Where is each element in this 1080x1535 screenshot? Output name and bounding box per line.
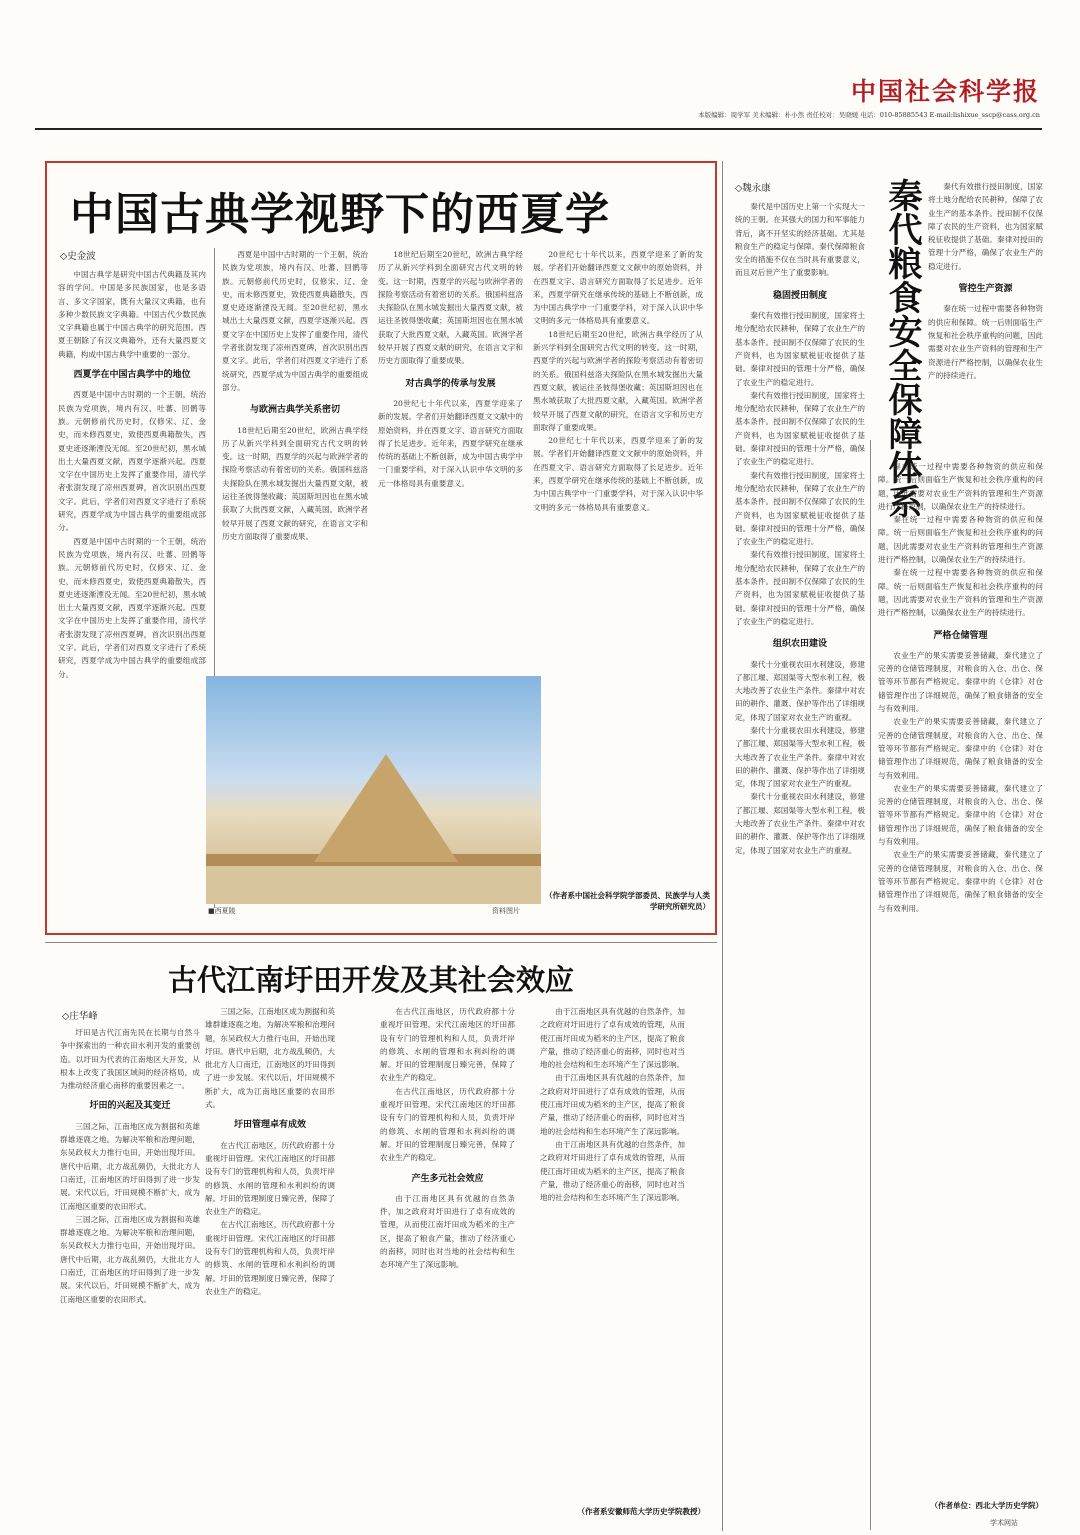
article3-section-text: 在古代江南地区，历代政府都十分重视圩田管理。宋代江南地区的圩田都设有专门的管理机构和人员，负责圩岸的修筑、水闸的管理和水利纠纷的调解。圩田的管理制度日臻完善，保障了农业生产的稳定。 [380,1007,515,1083]
article2-section-heading: 管控生产资源 [958,284,1013,295]
photo-ground [206,866,541,904]
article1-section-heading: 西夏学在中国古典学中的地位 [73,370,191,381]
article2-section-text: 秦代有效推行授田制度，国家将土地分配给农民耕种，保障了农业生产的基本条件。授田制不仅保障了农民的生产资料，也为国家赋税征收提供了基础。秦律对授田的管理十分严格，确保了农业生产的稳定进行。 [735,550,865,626]
article3-author: ◇庄华峰 [62,1011,98,1022]
article3-section-text: 由于江南地区具有优越的自然条件，加之政府对圩田进行了卓有成效的管理，从而使江南圩田成为稻米的主产区，提高了粮食产量，推动了经济重心的南移，同时也对当地的社会结构和生态环境产生了深远影响。 [380,1193,515,1270]
xixia-tomb-photo [206,676,541,904]
masthead-rule [35,128,1042,130]
article2-section-text: 秦代十分重视农田水利建设，修建了都江堰、郑国渠等大型水利工程，极大地改善了农业生产条件。秦律中对农田的耕作、灌溉、保护等作出了详细规定，体现了国家对农业生产的重视。 [735,659,865,722]
article2-section-heading: 稳固授田制度 [772,290,827,301]
article2-section-text: 秦代有效推行授田制度，国家将土地分配给农民耕种，保障了农业生产的基本条件。授田制不仅保障了农民的生产资料，也为国家赋税征收提供了基础。秦律对授田的管理十分严格，确保了农业生产的稳定进行。 [928,182,1043,271]
article3-title: 古代江南圩田开发及其社会效应 [168,963,575,997]
article1-section-heading: 与欧洲古典学关系密切 [249,405,340,416]
article1-section-text: 20世纪七十年代以来，西夏学迎来了新的发展。学者们开始翻译西夏文文献中的原始资料，并在西夏文字、语言研究方面取得了长足进步。近年来，西夏学研究在继承传统的基础上不断创新，成为中国古典学中一门重要学科，对于深入认识中华文明的多元一体格局具有重要意义。 [533,250,703,326]
article3-intro: 圩田是古代江南先民在长期与自然斗争中探索出的一种农田水利开发的重要创造。以圩田为代表的江南地区大开发，从根本上改变了我国区域间的经济格局，成为推动经济重心南移的重要因素之一。 [60,1028,200,1091]
article1-section-text: 18世纪后期至20世纪，欧洲古典学经历了从新兴学科到全面研究古代文明的转变。这一时期，西夏学的兴起与欧洲学者的探险考察活动有着密切的关系。俄国科兹洛夫探险队在黑水城发掘出大量西夏文献，被运往圣彼得堡收藏；英国斯坦因也在黑水城获取了大批西夏文献，入藏英国。欧洲学者较早开展了西夏文献的研究，在语言文字和历史方面取得了重要成果。 [533,329,703,432]
article1-section-text: 20世纪七十年代以来，西夏学迎来了新的发展。学者们开始翻译西夏文文献中的原始资料，并在西夏文字、语言研究方面取得了长足进步。近年来，西夏学研究在继承传统的基础上不断创新，成为中国古典学中一门重要学科，对于深入认识中华文明的多元一体格局具有重要意义。 [378,398,523,488]
article3-section-heading: 圩田管理卓有成效 [233,1120,306,1131]
article3-section-text: 由于江南地区具有优越的自然条件，加之政府对圩田进行了卓有成效的管理，从而使江南圩田成为稻米的主产区，提高了粮食产量，推动了经济重心的南移，同时也对当地的社会结构和生态环境产生了深远影响。 [540,1073,685,1136]
photo-credit: 资料图片 [492,907,520,915]
article3-section-text: 由于江南地区具有优越的自然条件，加之政府对圩田进行了卓有成效的管理，从而使江南圩田成为稻米的主产区，提高了粮食产量，推动了经济重心的南移，同时也对当地的社会结构和生态环境产生了深远影响。 [540,1139,685,1203]
article2-section-text: 秦代有效推行授田制度，国家将土地分配给农民耕种，保障了农业生产的基本条件。授田制不仅保障了农民的生产资料，也为国家赋税征收提供了基础。秦律对授田的管理十分严格，确保了农业生产的稳定进行。 [735,470,865,547]
article3-column-1 [60,1026,200,1521]
masthead-logo: 中国社会科学报 [850,77,1040,106]
article1-column-4 [533,248,703,908]
article3-column-2 [205,1005,335,1520]
article1-section-text: 18世纪后期至20世纪，欧洲古典学经历了从新兴学科到全面研究古代文明的转变。这一时期，西夏学的兴起与欧洲学者的探险考察活动有着密切的关系。俄国科兹洛夫探险队在黑水城发掘出大量西夏文献，被运往圣彼得堡收藏；英国斯坦因也在黑水城获取了大批西夏文献，入藏英国。欧洲学者较早开展了西夏文献的研究，在语言文字和历史方面取得了重要成果。 [222,425,368,541]
article3-affiliation: （作者系安徽师范大学历史学院教授） [577,1507,705,1516]
article2-section-text: 秦在统一过程中需要各种物资的供应和保障。统一后则面临生产恢复和社会秩序重构的问题，因此需要对农业生产资料的管理和生产资源进行严格控制，以确保农业生产的持续进行。 [878,568,1043,618]
article1-author: ◇史金波 [60,251,96,262]
article1-section-text: 西夏是中国中古时期的一个王朝，统治民族为党项族，境内有汉、吐蕃、回鹘等族。元朝修前代历史时，仅修宋、辽、金史，而未修西夏史，致使西夏典籍散失，西夏史迹逐渐湮没无闻。至20世纪初，黑水城出土大量西夏文献，西夏学逐渐兴起。西夏文字在中国历史上发挥了重要作用，清代学者张澍发现了凉州西夏碑，首次识别出西夏文字。此后，学者们对西夏文字进行了系统研究，西夏学成为中国古典学的重要组成部分。 [58,536,206,679]
article2-column-1 [735,200,865,1520]
article2-section-text: 农业生产的果实需要妥善储藏，秦代建立了完善的仓储管理制度，对粮食的入仓、出仓、保管等环节都有严格规定。秦律中的《仓律》对仓储管理作出了详细规范，确保了粮食储备的安全与有效利用。 [878,717,1043,780]
article2-section-text: 农业生产的果实需要妥善储藏，秦代建立了完善的仓储管理制度，对粮食的入仓、出仓、保管等环节都有严格规定。秦律中的《仓律》对仓储管理作出了详细规范，确保了粮食储备的安全与有效利用。 [878,650,1043,714]
article2-title: 秦代粮食安全保障体系 [882,178,922,518]
article3-section-text: 在古代江南地区，历代政府都十分重视圩田管理。宋代江南地区的圩田都设有专门的管理机构和人员，负责圩岸的修筑、水闸的管理和水利纠纷的调解。圩田的管理制度日臻完善，保障了农业生产的稳定。 [380,1086,515,1163]
article1-section-text: 20世纪七十年代以来，西夏学迎来了新的发展。学者们开始翻译西夏文文献中的原始资料，并在西夏文字、语言研究方面取得了长足进步。近年来，西夏学研究在继承传统的基础上不断创新，成为中国古典学中一门重要学科，对于深入认识中华文明的多元一体格局具有重要意义。 [533,436,703,512]
article3-section-text: 三国之际，江南地区成为割据和英雄群雄逐鹿之地。为解决军粮和治理问题，东吴政权大力推行屯田，开始出现圩田。唐代中后期，北方战乱频仍，大批北方人口南迁，江南地区的圩田得到了进一步发展。宋代以后，圩田规模不断扩大，成为江南地区重要的农田形式。 [60,1214,200,1304]
section-divider [45,942,717,943]
article2-section-text: 秦代有效推行授田制度，国家将土地分配给农民耕种，保障了农业生产的基本条件。授田制不仅保障了农民的生产资料，也为国家赋税征收提供了基础。秦律对授田的管理十分严格，确保了农业生产的稳定进行。 [735,390,865,467]
article3-section-text: 三国之际，江南地区成为割据和英雄群雄逐鹿之地。为解决军粮和治理问题，东吴政权大力推行屯田，开始出现圩田。唐代中后期，北方战乱频仍，大批北方人口南迁，江南地区的圩田得到了进一步发展。宋代以后，圩田规模不断扩大，成为江南地区重要的农田形式。 [60,1121,200,1211]
editor-credits: 本版编辑：周学军 美术编辑：朴小然 责任校对：吴晓媛 电话：010-85885543 E-mail:lishixue_sscp@cass.org.cn [698,111,1040,119]
article3-section-text: 三国之际，江南地区成为割据和英雄群雄逐鹿之地。为解决军粮和治理问题，东吴政权大力推行屯田，开始出现圩田。唐代中后期，北方战乱频仍，大批北方人口南迁，江南地区的圩田得到了进一步发展。宋代以后，圩田规模不断扩大，成为江南地区重要的农田形式。 [205,1007,335,1110]
article3-section-text: 在古代江南地区，历代政府都十分重视圩田管理。宋代江南地区的圩田都设有专门的管理机构和人员，负责圩岸的修筑、水闸的管理和水利纠纷的调解。圩田的管理制度日臻完善，保障了农业生产的稳定。 [205,1220,335,1296]
article2-section-text: 秦代十分重视农田水利建设，修建了都江堰、郑国渠等大型水利工程，极大地改善了农业生产条件。秦律中对农田的耕作、灌溉、保护等作出了详细规定，体现了国家对农业生产的重视。 [735,725,865,789]
article1-column-3 [378,248,523,668]
article1-section-text: 18世纪后期至20世纪，欧洲古典学经历了从新兴学科到全面研究古代文明的转变。这一时期，西夏学的兴起与欧洲学者的探险考察活动有着密切的关系。俄国科兹洛夫探险队在黑水城发掘出大量西夏文献，被运往圣彼得堡收藏；英国斯坦因也在黑水城获取了大批西夏文献，入藏英国。欧洲学者较早开展了西夏文献的研究，在语言文字和历史方面取得了重要成果。 [378,250,523,366]
article3-section-text: 由于江南地区具有优越的自然条件，加之政府对圩田进行了卓有成效的管理，从而使江南圩田成为稻米的主产区，提高了粮食产量，推动了经济重心的南移，同时也对当地的社会结构和生态环境产生了深远影响。 [540,1007,685,1070]
article2-section-text: 农业生产的果实需要妥善储藏，秦代建立了完善的仓储管理制度，对粮食的入仓、出仓、保管等环节都有严格规定。秦律中的《仓律》对仓储管理作出了详细规范，确保了粮食储备的安全与有效利用。 [878,783,1043,847]
article1-column-2 [222,248,368,668]
article2-section-text: 秦代十分重视农田水利建设，修建了都江堰、郑国渠等大型水利工程，极大地改善了农业生产条件。秦律中对农田的耕作、灌溉、保护等作出了详细规定，体现了国家对农业生产的重视。 [735,792,865,855]
article3-column-3 [380,1005,515,1520]
article1-intro: 中国古典学是研究中国古代典籍及其内容的学问。中国是多民族国家，也是多语言、多文字国家，既有大量汉文典籍，也有多种少数民族文字典籍。中国古代少数民族文字典籍也属于中国古典学的研究范围。西夏王朝除了有汉文典籍外，还有大量西夏文典籍，构成中国古典学中重要的一部分。 [58,270,206,359]
article2-section-text: 秦代有效推行授田制度，国家将土地分配给农民耕种，保障了农业生产的基本条件。授田制不仅保障了农民的生产资料，也为国家赋税征收提供了基础。秦律对授田的管理十分严格，确保了农业生产的稳定进行。 [735,311,865,387]
article1-title: 中国古典学视野下的西夏学 [70,189,610,240]
article2-section-text: 秦在统一过程中需要各种物资的供应和保障。统一后则面临生产恢复和社会秩序重构的问题，因此需要对农业生产资料的管理和生产资源进行严格控制，以确保农业生产的持续进行。 [878,462,1043,511]
article2-author: ◇魏永康 [735,183,771,194]
article2-affiliation: （作者单位：西北大学历史学院） [930,1501,1043,1510]
article2-section-heading: 组织农田建设 [772,639,827,650]
article2-section-text: 秦在统一过程中需要各种物资的供应和保障。统一后则面临生产恢复和社会秩序重构的问题，因此需要对农业生产资料的管理和生产资源进行严格控制，以确保农业生产的持续进行。 [878,515,1043,565]
article1-column-1 [58,268,206,898]
article2-column-2 [878,460,1043,1500]
article2-section-heading: 严格仓储管理 [933,630,988,641]
article2-intro: 秦代是中国历史上第一个实现大一统的王朝。在其强大的国力和军事能力背后，离不开坚实的经济基础。尤其是粮食生产的稳定与保障。秦代保障粮食安全的措施不仅在当时具有重要意义，而且对后世产生了重要影响。 [735,202,865,278]
article1-affiliation: （作者系中国社会科学院学部委员、民族学与人类学研究所研究员） [545,891,710,911]
article3-section-heading: 产生多元社会效应 [411,1173,484,1184]
footer-page-label: 学术网站 [990,1519,1018,1527]
photo-caption: ■西夏陵 [208,907,236,915]
article2-column-2-top [928,180,1043,460]
article3-section-heading: 圩田的兴起及其变迁 [89,1101,171,1112]
article1-section-heading: 对古典学的传承与发展 [405,378,496,389]
article2-section-text: 秦在统一过程中需要各种物资的供应和保障。统一后则面临生产恢复和社会秩序重构的问题，因此需要对农业生产资料的管理和生产资源进行严格控制，以确保农业生产的持续进行。 [928,304,1043,380]
article3-column-4 [540,1005,685,1505]
column-divider [870,440,871,1530]
article3-section-text: 在古代江南地区，历代政府都十分重视圩田管理。宋代江南地区的圩田都设有专门的管理机构和人员，负责圩岸的修筑、水闸的管理和水利纠纷的调解。圩田的管理制度日臻完善，保障了农业生产的稳定。 [205,1140,335,1217]
article2-section-text: 农业生产的果实需要妥善储藏，秦代建立了完善的仓储管理制度，对粮食的入仓、出仓、保管等环节都有严格规定。秦律中的《仓律》对仓储管理作出了详细规范，确保了粮食储备的安全与有效利用。 [878,850,1043,913]
page-column-divider [722,161,723,1531]
article1-section-text: 西夏是中国中古时期的一个王朝，统治民族为党项族，境内有汉、吐蕃、回鹘等族。元朝修前代历史时，仅修宋、辽、金史，而未修西夏史，致使西夏典籍散失，西夏史迹逐渐湮没无闻。至20世纪初，黑水城出土大量西夏文献，西夏学逐渐兴起。西夏文字在中国历史上发挥了重要作用，清代学者张澍发现了凉州西夏碑，首次识别出西夏文字。此后，学者们对西夏文字进行了系统研究，西夏学成为中国古典学的重要组成部分。 [58,390,206,533]
article1-section-text: 西夏是中国中古时期的一个王朝，统治民族为党项族，境内有汉、吐蕃、回鹘等族。元朝修前代历史时，仅修宋、辽、金史，而未修西夏史，致使西夏典籍散失，西夏史迹逐渐湮没无闻。至20世纪初，黑水城出土大量西夏文献，西夏学逐渐兴起。西夏文字在中国历史上发挥了重要作用，清代学者张澍发现了凉州西夏碑，首次识别出西夏文字。此后，学者们对西夏文字进行了系统研究，西夏学成为中国古典学的重要组成部分。 [222,250,368,392]
photo-tomb [314,754,458,862]
